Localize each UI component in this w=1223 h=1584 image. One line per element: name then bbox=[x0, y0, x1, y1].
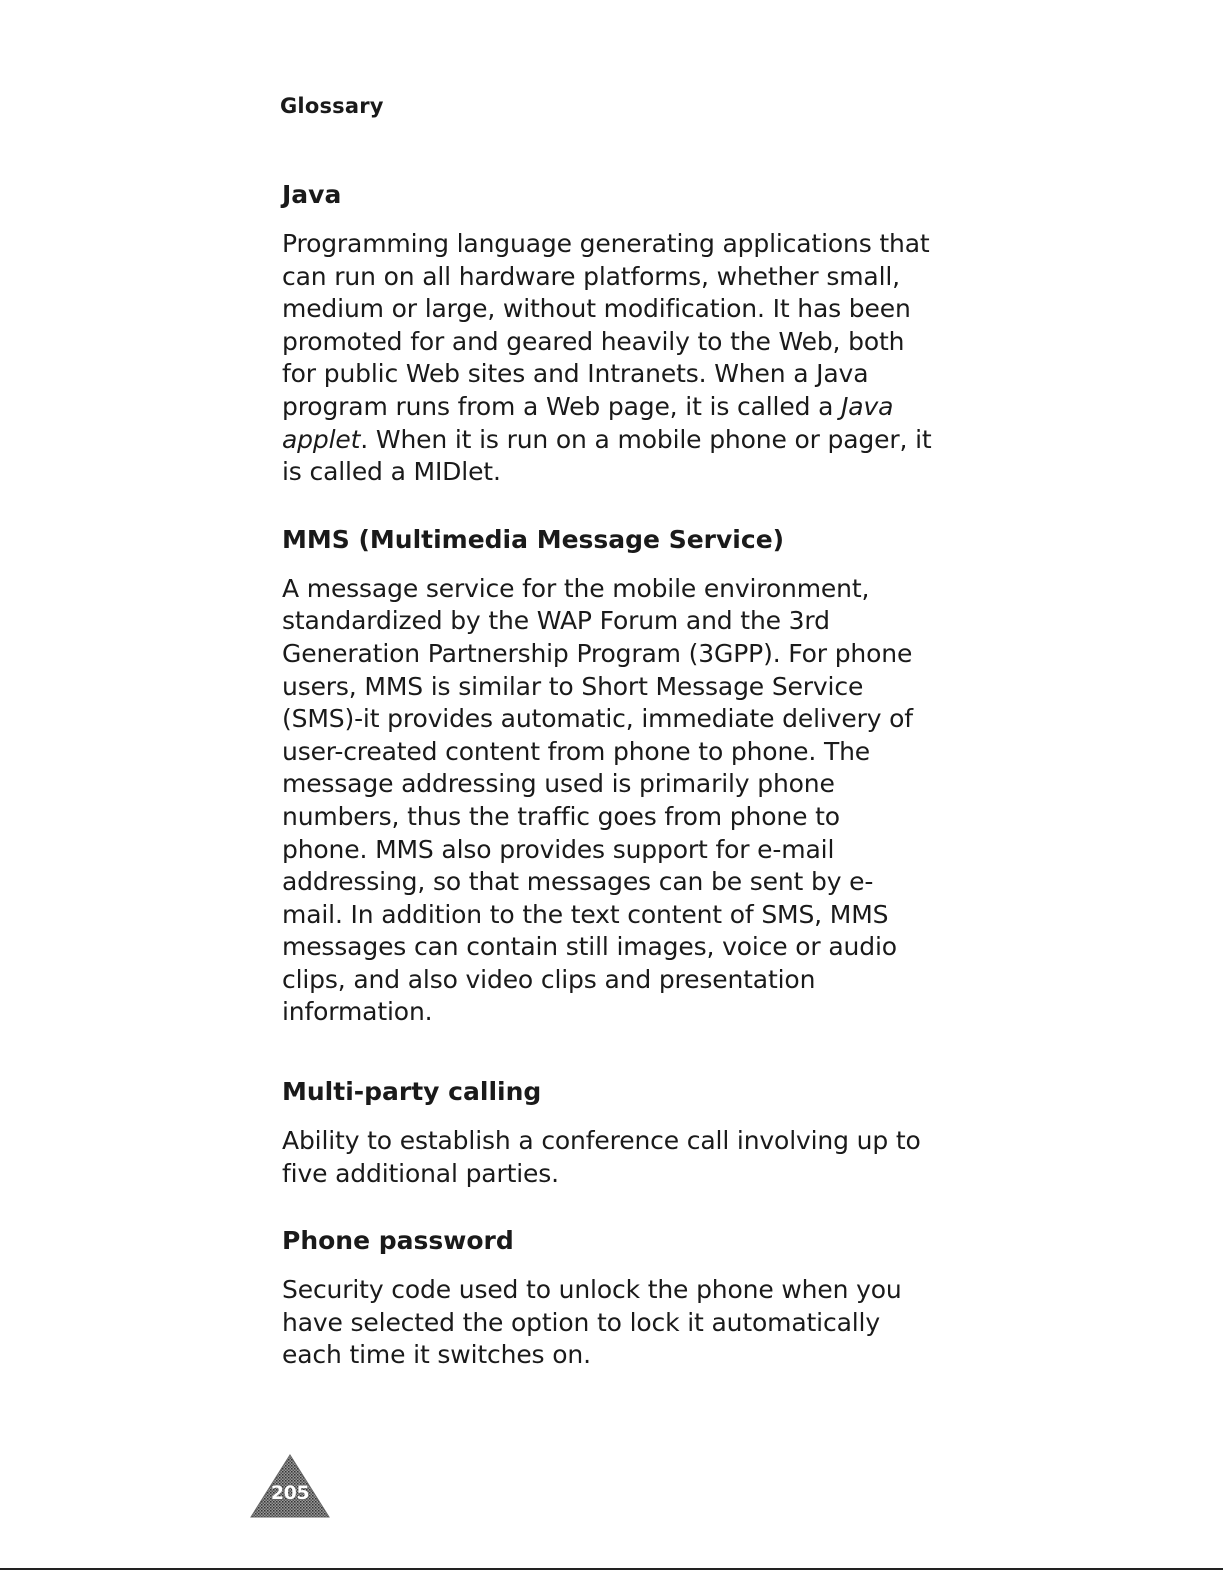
term-definition: Security code used to unlock the phone when you have selected the option to lock it automatically each time it switches on. bbox=[282, 1275, 902, 1370]
term-heading: Multi-party calling bbox=[282, 1077, 542, 1107]
term-heading: Java bbox=[282, 180, 342, 209]
term-heading: MMS (Multimedia Message Service) bbox=[282, 524, 785, 554]
glossary-entry-java bbox=[282, 178, 932, 489]
term-definition bbox=[282, 228, 932, 489]
term-heading: Phone password bbox=[282, 1226, 514, 1256]
definition-text: Programming language generating applications that can run on all hardware platforms, whether small, medium or large, without modification. It has been promoted for and geared heavily to the Web, both for public Web sites and Intranets. When a Java program runs from a Web page, it is called a bbox=[282, 229, 930, 421]
page-number: 205 bbox=[270, 1482, 310, 1504]
glossary-entry-phone-password bbox=[282, 1224, 932, 1372]
page-number-marker bbox=[249, 1453, 331, 1519]
term-definition: A message service for the mobile environment, standardized by the WAP Forum and the 3rd Generation Partnership Program (3GPP). For phone users, MMS is similar to Short Message Service (SMS)-it provides automatic, immediate delivery of user-created content from phone to phone. The message addressing used is primarily phone numbers, thus the traffic goes from phone to phone. MMS also provides support for e-mail addressing, so that messages can be sent by e-mail. In addition to the text content of SMS, MMS messages can contain still images, voice or audio clips, and also video clips and presentation information. bbox=[282, 573, 913, 1027]
definition-emphasis: Java applet bbox=[282, 391, 894, 454]
glossary-entry-multi-party-calling bbox=[282, 1075, 932, 1190]
definition-text: . When it is run on a mobile phone or pager, it is called a MIDlet. bbox=[282, 424, 932, 487]
term-definition: Ability to establish a conference call involving up to five additional parties. bbox=[282, 1126, 921, 1188]
running-header: Glossary bbox=[280, 94, 384, 118]
glossary-content bbox=[282, 178, 932, 1402]
glossary-entry-mms bbox=[282, 523, 932, 1029]
bottom-border bbox=[0, 1568, 1223, 1570]
